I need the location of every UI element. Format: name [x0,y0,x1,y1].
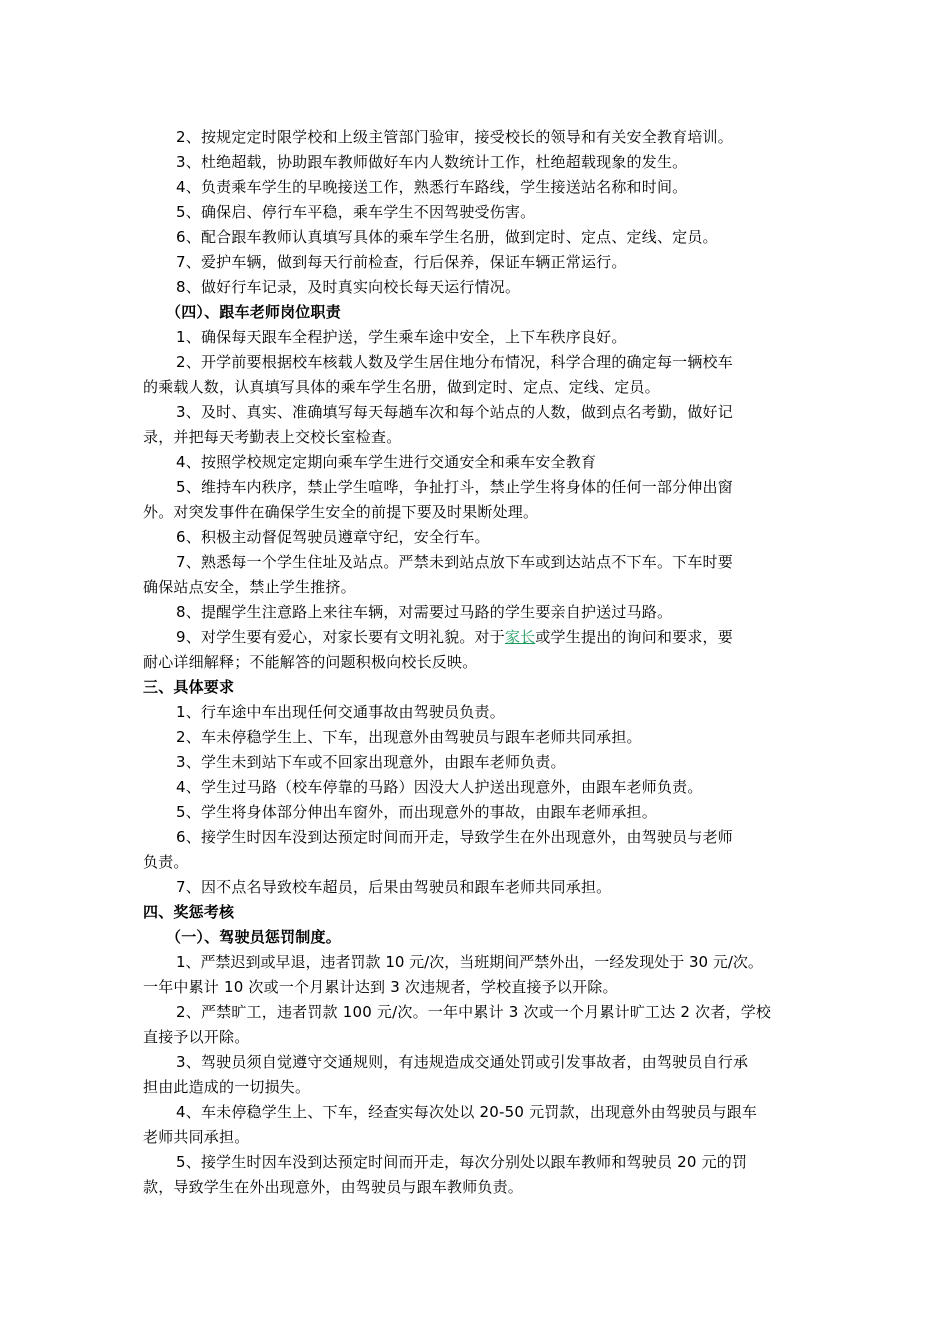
driver-duty-5: 5、确保启、停行车平稳，乘车学生不因驾驶受伤害。 [176,203,536,221]
penalty-5-cont: 款，导致学生在外出现意外，由驾驶员与跟车教师负责。 [143,1178,524,1196]
requirement-1: 1、行车途中车出现任何交通事故由驾驶员负责。 [176,703,505,721]
section-heading-requirements: 三、具体要求 [143,678,235,696]
teacher-duty-4: 4、按照学校规定定期向乘车学生进行交通安全和乘车安全教育 [176,453,597,471]
teacher-duty-7: 7、熟悉每一个学生住址及站点。严禁未到站点放下车或到达站点不下车。下车时要 [176,553,733,571]
requirement-4: 4、学生过马路（校车停靠的马路）因没大人护送出现意外，由跟车老师负责。 [176,778,703,796]
teacher-duty-9-part1: 9、对学生要有爱心，对家长要有文明礼貌。对于 [176,628,505,646]
section-heading-escort-teacher: （四）、跟车老师岗位职责 [166,303,341,321]
penalty-5: 5、接学生时因车没到达预定时间而开走，每次分别处以跟车教师和驾驶员 20 元的罚 [176,1153,748,1171]
teacher-duty-9-part2: 或学生提出的询问和要求，要 [535,628,733,646]
teacher-duty-9 [0,627,950,647]
teacher-duty-1: 1、确保每天跟车全程护送，学生乘车途中安全，上下车秩序良好。 [176,328,627,346]
penalty-3: 3、驾驶员须自觉遵守交通规则，有违规造成交通处罚或引发事故者，由驾驶员自行承 [176,1053,749,1071]
teacher-duty-3: 3、及时、真实、准确填写每天每趟车次和每个站点的人数，做到点名考勤，做好记 [176,403,733,421]
teacher-duty-5-cont: 外。对突发事件在确保学生安全的前提下要及时果断处理。 [143,503,539,521]
requirement-6-cont: 负责。 [143,853,189,871]
penalty-1: 1、严禁迟到或早退，违者罚款 10 元/次，当班期间严禁外出，一经发现处于 30 元/次。 [176,953,763,971]
driver-duty-3: 3、杜绝超载，协助跟车教师做好车内人数统计工作，杜绝超载现象的发生。 [176,153,688,171]
driver-duty-4: 4、负责乘车学生的早晚接送工作，熟悉行车路线，学生接送站名称和时间。 [176,178,688,196]
requirement-7: 7、因不点名导致校车超员，后果由驾驶员和跟车老师共同承担。 [176,878,612,896]
driver-duty-2: 2、按规定定时限学校和上级主管部门验审，接受校长的领导和有关安全教育培训。 [176,128,733,146]
penalty-4: 4、车未停稳学生上、下车，经查实每次处以 20-50 元罚款，出现意外由驾驶员与跟车 [176,1103,758,1121]
requirement-6: 6、接学生时因车没到达预定时间而开走，导致学生在外出现意外，由驾驶员与老师 [176,828,733,846]
teacher-duty-2-cont: 的乘载人数，认真填写具体的乘车学生名册，做到定时、定点、定线、定员。 [143,378,660,396]
teacher-duty-3-cont: 录，并把每天考勤表上交校长室检查。 [143,428,402,446]
teacher-duty-6: 6、积极主动督促驾驶员遵章守纪，安全行车。 [176,528,490,546]
requirement-3: 3、学生未到站下车或不回家出现意外，由跟车老师负责。 [176,753,566,771]
section-heading-driver-penalty: （一）、驾驶员惩罚制度。 [166,928,341,946]
driver-duty-7: 7、爱护车辆，做到每天行前检查，行后保养，保证车辆正常运行。 [176,253,627,271]
requirement-5: 5、学生将身体部分伸出车窗外，而出现意外的事故，由跟车老师承担。 [176,803,657,821]
section-heading-rewards: 四、奖惩考核 [143,903,235,921]
penalty-3-cont: 担由此造成的一切损失。 [143,1078,311,1096]
teacher-duty-2: 2、开学前要根据校车核载人数及学生居住地分布情况，科学合理的确定每一辆校车 [176,353,733,371]
teacher-duty-5: 5、维持车内秩序，禁止学生喧哗，争扯打斗，禁止学生将身体的任何一部分伸出窗 [176,478,733,496]
penalty-2: 2、严禁旷工，违者罚款 100 元/次。一年中累计 3 次或一个月累计旷工达 2 次者，学校 [176,1003,772,1021]
penalty-1-cont: 一年中累计 10 次或一个月累计达到 3 次违规者，学校直接予以开除。 [143,978,618,996]
driver-duty-6: 6、配合跟车教师认真填写具体的乘车学生名册，做到定时、定点、定线、定员。 [176,228,718,246]
requirement-2: 2、车未停稳学生上、下车，出现意外由驾驶员与跟车老师共同承担。 [176,728,642,746]
parent-link[interactable]: 家长 [504,628,536,646]
driver-duty-8: 8、做好行车记录，及时真实向校长每天运行情况。 [176,278,521,296]
penalty-4-cont: 老师共同承担。 [143,1128,250,1146]
teacher-duty-9-cont: 耐心详细解释；不能解答的问题积极向校长反映。 [143,653,478,671]
penalty-2-cont: 直接予以开除。 [143,1028,250,1046]
teacher-duty-7-cont: 确保站点安全，禁止学生推挤。 [143,578,356,596]
teacher-duty-8: 8、提醒学生注意路上来往车辆，对需要过马路的学生要亲自护送过马路。 [176,603,673,621]
